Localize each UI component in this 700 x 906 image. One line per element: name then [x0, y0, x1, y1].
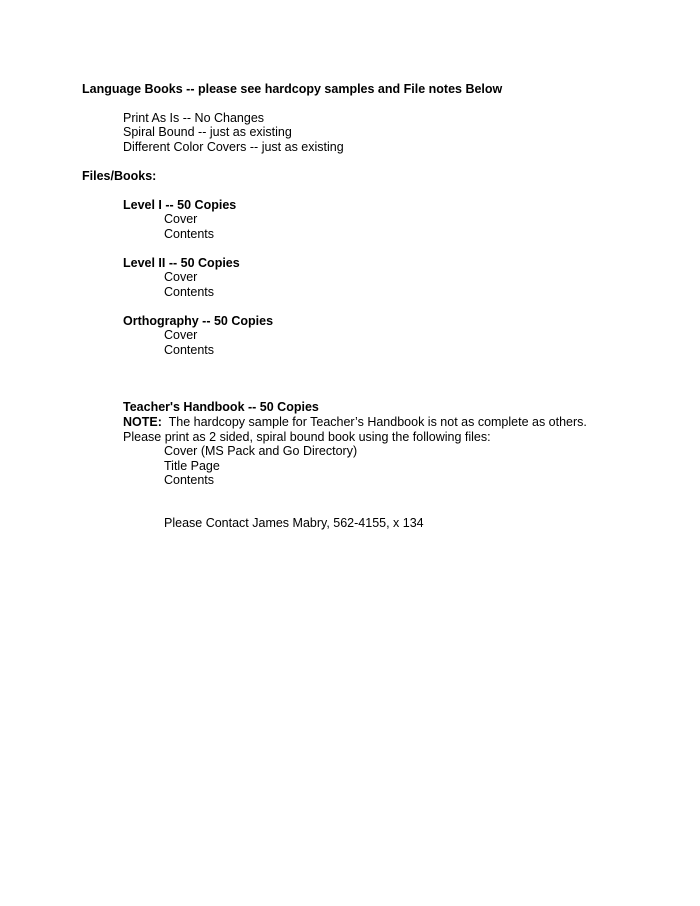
- note-label: NOTE:: [123, 415, 162, 429]
- note-text: The hardcopy sample for Teacher’s Handbook is not as complete as others.: [161, 415, 587, 429]
- handbook-file-item: Cover (MS Pack and Go Directory): [164, 444, 358, 458]
- book-title-level-2: Level II -- 50 Copies: [123, 256, 240, 270]
- instruction-print-as-is: Print As Is -- No Changes: [123, 111, 265, 125]
- handbook-file-item: Title Page: [164, 459, 220, 473]
- book-title-orthography: Orthography -- 50 Copies: [123, 314, 274, 328]
- document-heading: Language Books -- please see hardcopy samples and File notes Below: [82, 82, 503, 96]
- contact-line: Please Contact James Mabry, 562-4155, x 134: [164, 516, 424, 530]
- book-file-item: Contents: [164, 227, 215, 241]
- files-heading: Files/Books:: [82, 169, 157, 183]
- instruction-color-covers: Different Color Covers -- just as existing: [123, 140, 344, 154]
- book-file-item: Contents: [164, 285, 215, 299]
- handbook-file-item: Contents: [164, 473, 215, 487]
- book-title-level-1: Level I -- 50 Copies: [123, 198, 237, 212]
- book-file-item: Cover: [164, 328, 198, 342]
- book-file-item: Cover: [164, 270, 198, 284]
- book-file-item: Cover: [164, 212, 198, 226]
- book-file-item: Contents: [164, 343, 215, 357]
- handbook-note: [123, 415, 587, 430]
- handbook-note-line-2: Please print as 2 sided, spiral bound book using the following files:: [123, 430, 491, 444]
- handbook-title: Teacher's Handbook -- 50 Copies: [123, 400, 319, 414]
- instruction-spiral-bound: Spiral Bound -- just as existing: [123, 125, 292, 139]
